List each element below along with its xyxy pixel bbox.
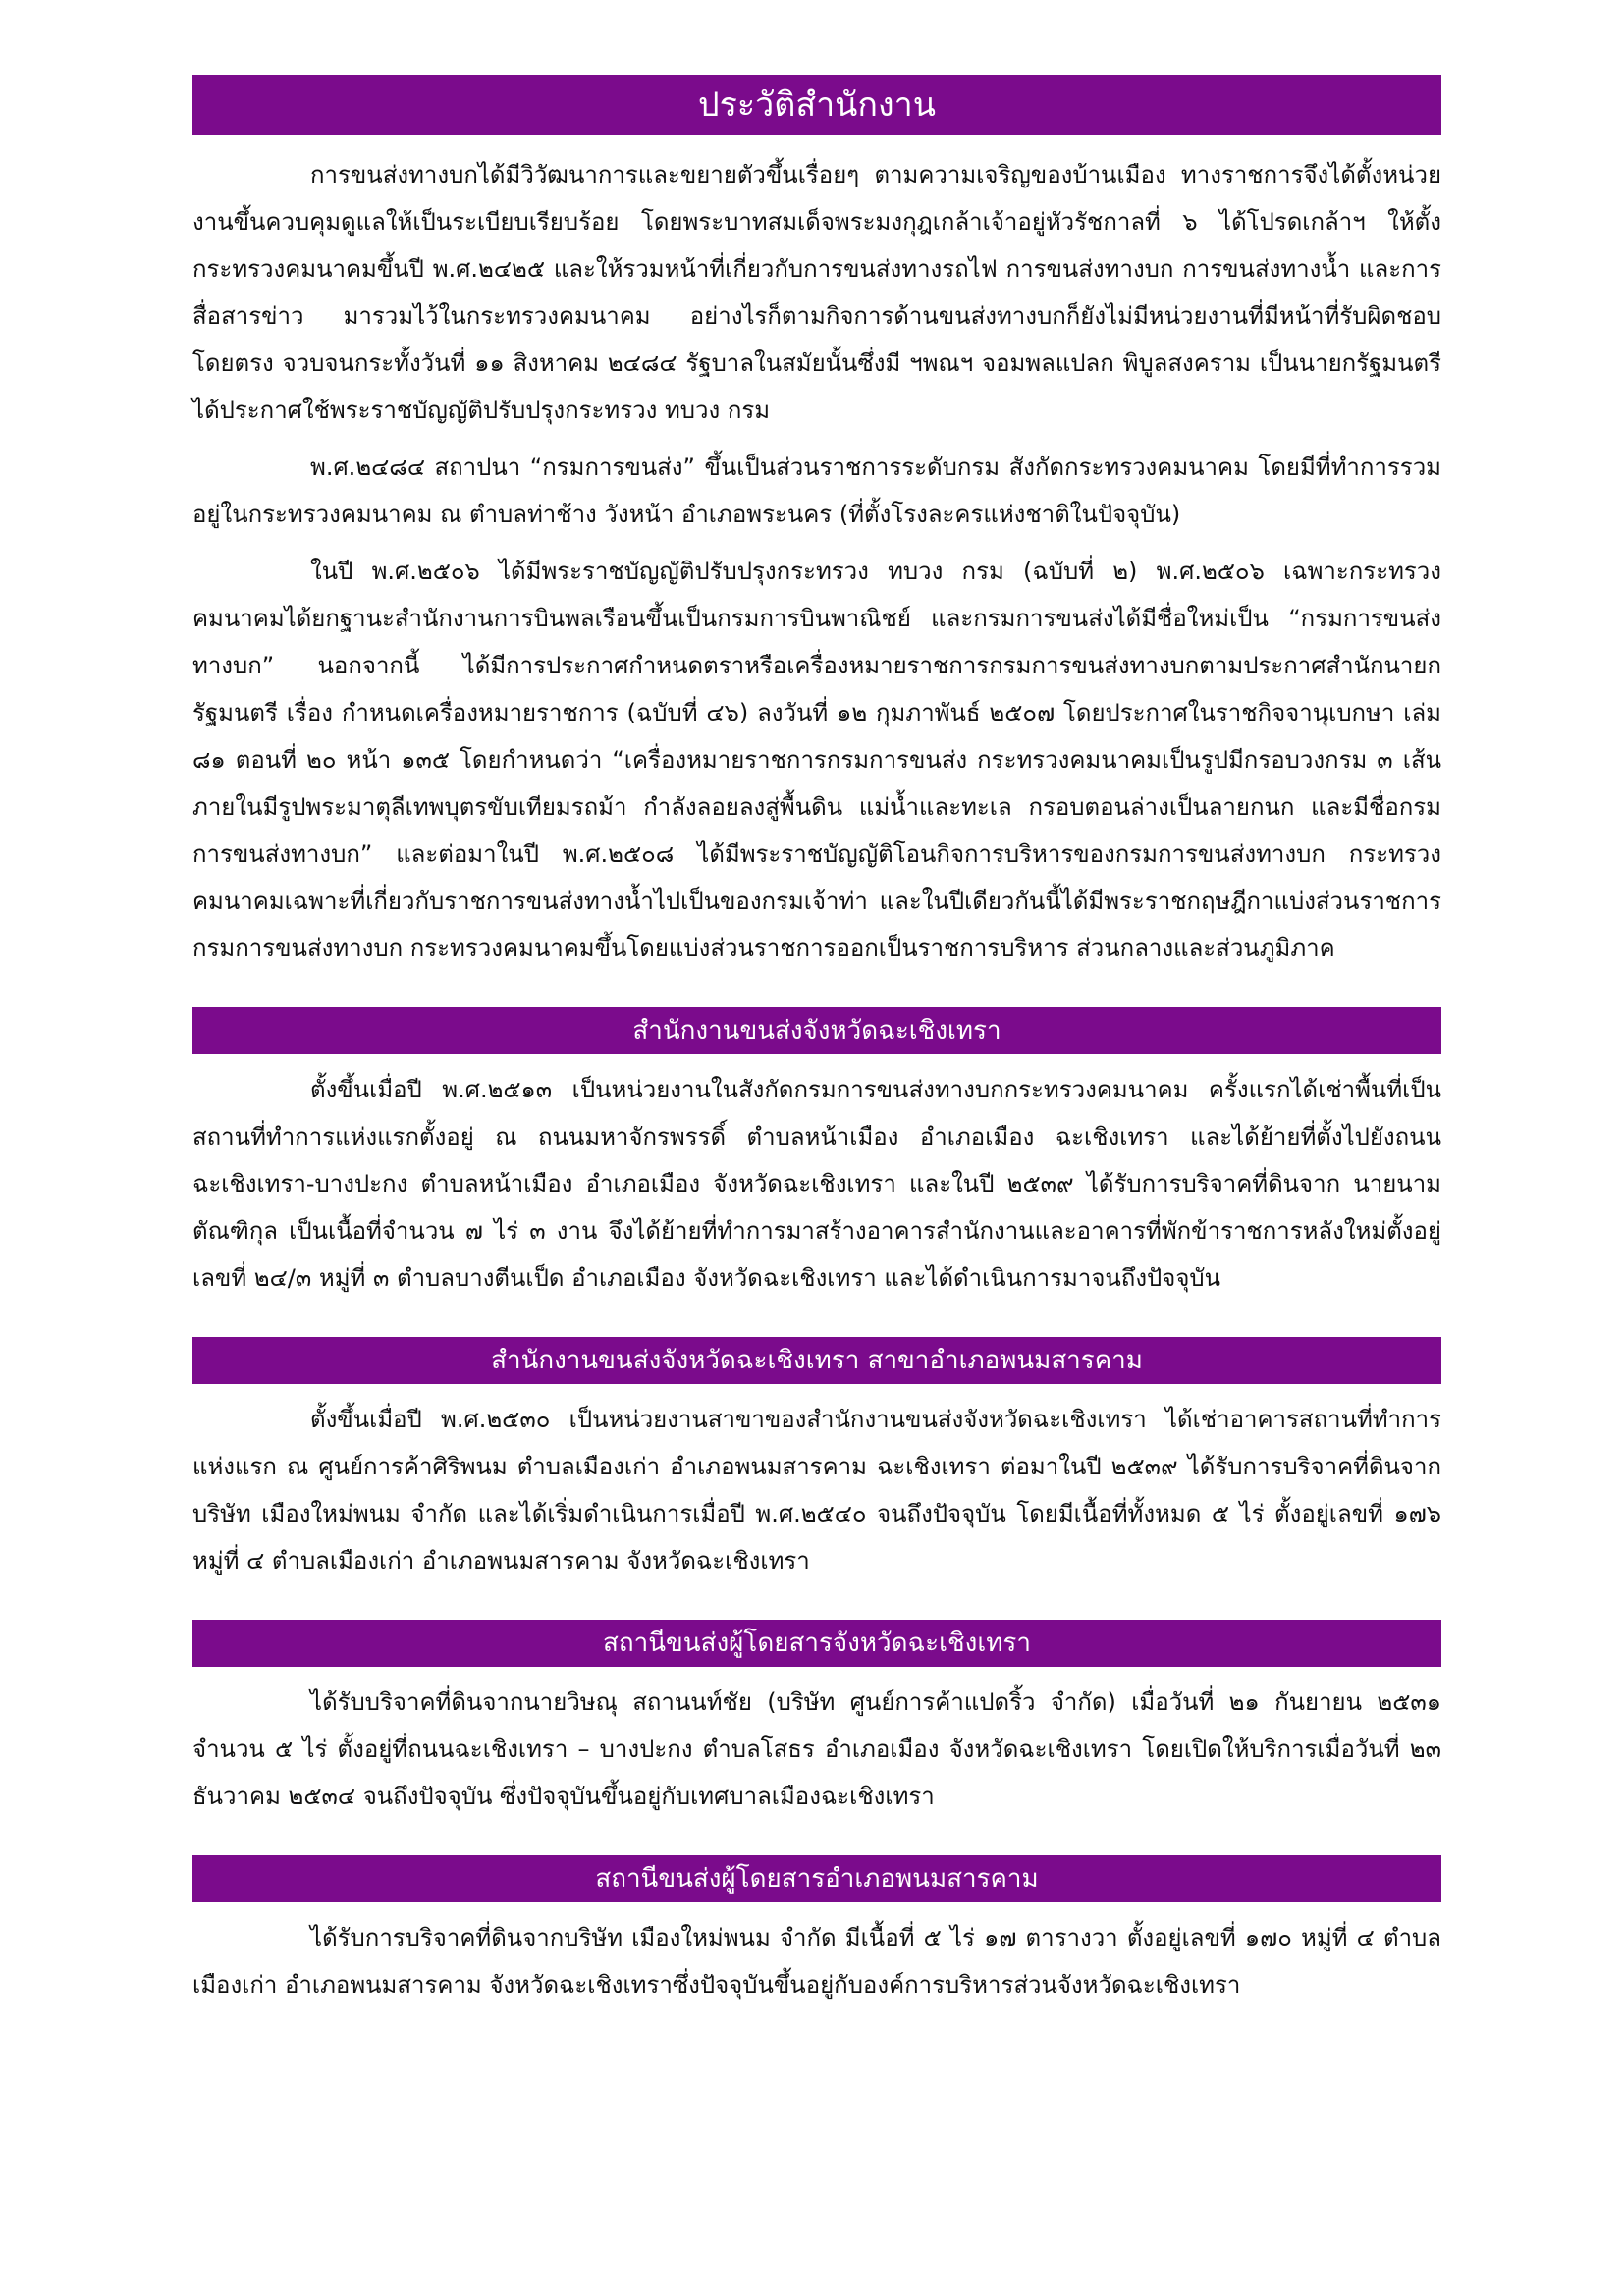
section-chachoengsao-office (192, 1007, 1441, 1302)
section-heading: สำนักงานขนส่งจังหวัดฉะเชิงเทรา (192, 1007, 1441, 1054)
section-paragraph: ได้รับการบริจาคที่ดินจากบริษัท เมืองใหม่พนม จำกัด มีเนื้อที่ ๕ ไร่ ๑๗ ตารางวา ตั้งอยู่เลขที่ ๑๗๐ หมู่ที่ ๔ ตำบลเมืองเก่า อำเภอพนมสารคาม จังหวัดฉะเชิงเทราซึ่งปัจจุบันขึ้นอยู่กับองค์การบริหารส่วนจังหวัดฉะเชิงเทรา (192, 1924, 1441, 1999)
page-title: ประวัติสำนักงาน (192, 75, 1441, 135)
intro-paragraph-1: การขนส่งทางบกได้มีวิวัฒนาการและขยายตัวขึ้นเรื่อยๆ ตามความเจริญของบ้านเมือง ทางราชการจึงได้ตั้งหน่วยงานขึ้นควบคุมดูแลให้เป็นระเบียบเรียบร้อย โดยพระบาทสมเด็จพระมงกุฎเกล้าเจ้าอยู่หัวรัชกาลที่ ๖ ได้โปรดเกล้าฯ ให้ตั้งกระทรวงคมนาคมขึ้นปี พ.ศ.๒๔๒๕ และให้รวมหน้าที่เกี่ยวกับการขนส่งทางรถไฟ การขนส่งทางบก การขนส่งทางน้ำ และการสื่อสารข่าว มารวมไว้ในกระทรวงคมนาคม อย่างไรก็ตามกิจการด้านขนส่งทางบกก็ยังไม่มีหน่วยงานที่มีหน้าที่รับผิดชอบโดยตรง จวบจนกระทั้งวันที่ ๑๑ สิงหาคม ๒๔๘๔ รัฐบาลในสมัยนั้นซึ่งมี ฯพณฯ จอมพลแปลก พิบูลสงคราม เป็นนายกรัฐมนตรี ได้ประกาศใช้พระราชบัญญัติปรับปรุงกระทรวง ทบวง กรม (192, 161, 1441, 424)
intro-paragraph-2: พ.ศ.๒๔๘๔ สถาปนา “กรมการขนส่ง” ขึ้นเป็นส่วนราชการระดับกรม สังกัดกระทรวงคมนาคม โดยมีที่ทำการรวมอยู่ในกระทรวงคมนาคม ณ ตำบลท่าช้าง วังหน้า อำเภอพระนคร (ที่ตั้งโรงละครแห่งชาติในปัจจุบัน) (192, 454, 1441, 528)
section-paragraph: ตั้งขึ้นเมื่อปี พ.ศ.๒๕๑๓ เป็นหน่วยงานในสังกัดกรมการขนส่งทางบกกระทรวงคมนาคม ครั้งแรกได้เช่าพื้นที่เป็นสถานที่ทำการแห่งแรกตั้งอยู่ ณ ถนนมหาจักรพรรดิ์ ตำบลหน้าเมือง อำเภอเมือง ฉะเชิงเทรา และได้ย้ายที่ตั้งไปยังถนนฉะเชิงเทรา-บางปะกง ตำบลหน้าเมือง อำเภอเมือง จังหวัดฉะเชิงเทรา และในปี ๒๕๓๙ ได้รับการบริจาคที่ดินจาก นายนาม ตัณฑิกุล เป็นเนื้อที่จำนวน ๗ ไร่ ๓ งาน จึงได้ย้ายที่ทำการมาสร้างอาคารสำนักงานและอาคารที่พักข้าราชการหลังใหม่ตั้งอยู่เลขที่ ๒๔/๓ หมู่ที่ ๓ ตำบลบางตีนเป็ด อำเภอเมือง จังหวัดฉะเชิงเทรา และได้ดำเนินการมาจนถึงปัจจุบัน (192, 1076, 1441, 1292)
document-content (192, 75, 1441, 2018)
section-heading: สถานีขนส่งผู้โดยสารจังหวัดฉะเชิงเทรา (192, 1620, 1441, 1667)
section-heading: สถานีขนส่งผู้โดยสารอำเภอพนมสารคาม (192, 1855, 1441, 1902)
section-paragraph: ได้รับบริจาคที่ดินจากนายวิษณุ สถานนท์ชัย (บริษัท ศูนย์การค้าแปดริ้ว จำกัด) เมื่อวันที่ ๒๑ กันยายน ๒๕๓๑ จำนวน ๕ ไร่ ตั้งอยู่ที่ถนนฉะเชิงเทรา – บางปะกง ตำบลโสธร อำเภอเมือง จังหวัดฉะเชิงเทรา โดยเปิดให้บริการเมื่อวันที่ ๒๓ ธันวาคม ๒๕๓๔ จนถึงปัจจุบัน ซึ่งปัจจุบันขึ้นอยู่กับเทศบาลเมืองฉะเชิงเทรา (192, 1688, 1441, 1810)
section-phanom-sarakham-branch (192, 1337, 1441, 1584)
section-heading: สำนักงานขนส่งจังหวัดฉะเชิงเทรา สาขาอำเภอพนมสารคาม (192, 1337, 1441, 1384)
section-phanom-sarakham-bus-terminal (192, 1855, 1441, 2008)
section-chachoengsao-bus-terminal (192, 1620, 1441, 1820)
intro-paragraph-3: ในปี พ.ศ.๒๕๐๖ ได้มีพระราชบัญญัติปรับปรุงกระทรวง ทบวง กรม (ฉบับที่ ๒) พ.ศ.๒๕๐๖ เฉพาะกระทรวงคมนาคมได้ยกฐานะสำนักงานการบินพลเรือนขึ้นเป็นกรมการบินพาณิชย์ และกรมการขนส่งได้มีชื่อใหม่เป็น “กรมการขนส่งทางบก” นอกจากนี้ ได้มีการประกาศกำหนดตราหรือเครื่องหมายราชการกรมการขนส่งทางบกตามประกาศสำนักนายกรัฐมนตรี เรื่อง กำหนดเครื่องหมายราชการ (ฉบับที่ ๔๖) ลงวันที่ ๑๒ กุมภาพันธ์ ๒๕๐๗ โดยประกาศในราชกิจจานุเบกษา เล่ม ๘๑ ตอนที่ ๒๐ หน้า ๑๓๕ โดยกำหนดว่า “เครื่องหมายราชการกรมการขนส่ง กระทรวงคมนาคมเป็นรูปมีกรอบวงกรม ๓ เส้น ภายในมีรูปพระมาตุลีเทพบุตรขับเทียมรถม้า กำลังลอยลงสู่พื้นดิน แม่น้ำและทะเล กรอบตอนล่างเป็นลายกนก และมีชื่อกรมการขนส่งทางบก” และต่อมาในปี พ.ศ.๒๕๐๘ ได้มีพระราชบัญญัติโอนกิจการบริหารของกรมการขนส่งทางบก กระทรวงคมนาคมเฉพาะที่เกี่ยวกับราชการขนส่งทางน้ำไปเป็นของกรมเจ้าท่า และในปีเดียวกันนี้ได้มีพระราชกฤษฎีกาแบ่งส่วนราชการกรมการขนส่งทางบก กระทรวงคมนาคมขึ้นโดยแบ่งส่วนราชการออกเป็นราชการบริหาร ส่วนกลางและส่วนภูมิภาค (192, 558, 1441, 962)
section-paragraph: ตั้งขึ้นเมื่อปี พ.ศ.๒๕๓๐ เป็นหน่วยงานสาขาของสำนักงานขนส่งจังหวัดฉะเชิงเทรา ได้เช่าอาคารสถานที่ทำการแห่งแรก ณ ศูนย์การค้าศิริพนม ตำบลเมืองเก่า อำเภอพนมสารคาม ฉะเชิงเทรา ต่อมาในปี ๒๕๓๙ ได้รับการบริจาคที่ดินจากบริษัท เมืองใหม่พนม จำกัด และได้เริ่มดำเนินการเมื่อปี พ.ศ.๒๕๔๐ จนถึงปัจจุบัน โดยมีเนื้อที่ทั้งหมด ๕ ไร่ ตั้งอยู่เลขที่ ๑๗๖ หมู่ที่ ๔ ตำบลเมืองเก่า อำเภอพนมสารคาม จังหวัดฉะเชิงเทรา (192, 1406, 1441, 1575)
